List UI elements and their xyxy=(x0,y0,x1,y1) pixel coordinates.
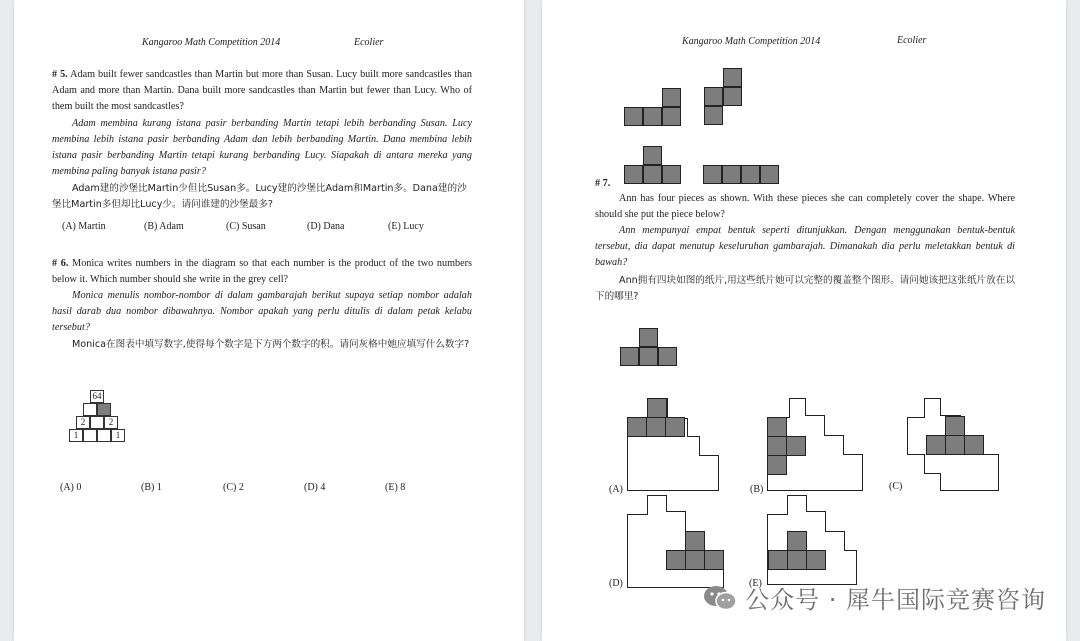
pyramid-row2-cell: 2 xyxy=(104,416,118,429)
q7-option-d[interactable]: (D) xyxy=(609,578,623,589)
q6-option-d[interactable]: (D) 4 xyxy=(304,482,326,493)
q7-english: Ann has four pieces as shown. With these pieces she can completely cover the shape. Where should she put the piece below? xyxy=(595,193,1015,220)
q6-option-b[interactable]: (B) 1 xyxy=(141,482,162,493)
q6-english: # 6. Monica writes numbers in the diagram so that each number is the product of the two numbers below it. Which number should she write in the grey cell? xyxy=(52,258,472,285)
q5-option-c[interactable]: (C) Susan xyxy=(226,221,266,232)
wechat-icon xyxy=(703,584,737,612)
q5-option-a[interactable]: (A) Martin xyxy=(62,221,106,232)
pyramid-row2-cell: 2 xyxy=(76,416,90,429)
q5-option-e[interactable]: (E) Lucy xyxy=(388,221,424,232)
q7-option-e[interactable]: (E) xyxy=(749,578,762,589)
q6-number: # 6. xyxy=(52,258,69,269)
q6-malay: Monica menulis nombor-nombor di dalam gambarajah berikut supaya setiap nombor adalah hasil darab dua nombor dibawahnya. Nombor apakah yang perlu ditulis di dalam petak kelabu tersebut? xyxy=(52,290,472,333)
pyramid-row2-cell xyxy=(90,416,104,429)
right-page xyxy=(542,0,1066,641)
q6-option-a[interactable]: (A) 0 xyxy=(60,482,82,493)
header-title: Kangaroo Math Competition 2014 xyxy=(142,37,281,48)
q6-option-c[interactable]: (C) 2 xyxy=(223,482,244,493)
header-level: Ecolier xyxy=(354,37,384,48)
header-title: Kangaroo Math Competition 2014 xyxy=(682,36,821,47)
q5-number: # 5. xyxy=(52,69,68,80)
pyramid-bottom-cell xyxy=(83,429,97,442)
q5-english: # 5. Adam built fewer sandcastles than Martin but more than Susan. Lucy built more sandcastles than Adam and more than Martin. Dana built more sandcastles than Martin but fewer than Lucy. Who of them built the most sandcastles? xyxy=(52,69,472,112)
q5-option-d[interactable]: (D) Dana xyxy=(307,221,345,232)
q5-malay: Adam membina kurang istana pasir berbanding Martin tetapi lebih berbanding Susan. Lucy membina lebih istana pasir berbanding Adam dan lebih berbanding Martin. Dana membina lebih istana pasir berbanding Martin tetapi kurang berbanding Lucy. Siapakah di antara mereka yang membina paling banyak istana pasir? xyxy=(52,118,472,177)
pyramid-top-cell: 64 xyxy=(90,390,104,403)
pyramid-row1-cell xyxy=(83,403,97,416)
q7-option-b[interactable]: (B) xyxy=(750,484,764,495)
q7-number: # 7. xyxy=(595,178,611,189)
left-page xyxy=(14,0,524,641)
pyramid-bottom-cell xyxy=(97,429,111,442)
header-level: Ecolier xyxy=(897,35,927,46)
watermark-text: 公众号 · 犀牛国际竞赛咨询 xyxy=(745,586,1046,614)
q7-option-c[interactable]: (C) xyxy=(889,481,903,492)
q6-option-e[interactable]: (E) 8 xyxy=(385,482,406,493)
pyramid-grey-cell[interactable] xyxy=(97,403,111,416)
watermark xyxy=(703,580,1046,615)
q5-chinese: Adam建的沙堡比Martin少但比Susan多。Lucy建的沙堡比Adam和Martin多。Dana建的沙堡比Martin多但却比Lucy少。请问谁建的沙堡最多? xyxy=(52,183,467,210)
pyramid-bottom-cell: 1 xyxy=(69,429,83,442)
q7-chinese: Ann拥有四块如图的纸片,用这些纸片她可以完整的覆盖整个图形。请问她该把这张纸片放在以下的哪里? xyxy=(595,275,1015,302)
q7-malay: Ann mempunyai empat bentuk seperti ditunjukkan. Dengan menggunakan bentuk-bentuk tersebut, dia dapat menutup keseluruhan gambarajah. Dimanakah dia perlu meletakkan bentuk di bawah? xyxy=(595,225,1015,268)
q6-chinese: Monica在图表中填写数字,使得每个数字是下方两个数字的积。请问灰格中她应填写什么数字? xyxy=(72,339,470,350)
pyramid-bottom-cell: 1 xyxy=(111,429,125,442)
q5-option-b[interactable]: (B) Adam xyxy=(144,221,184,232)
q7-option-a[interactable]: (A) xyxy=(609,484,623,495)
